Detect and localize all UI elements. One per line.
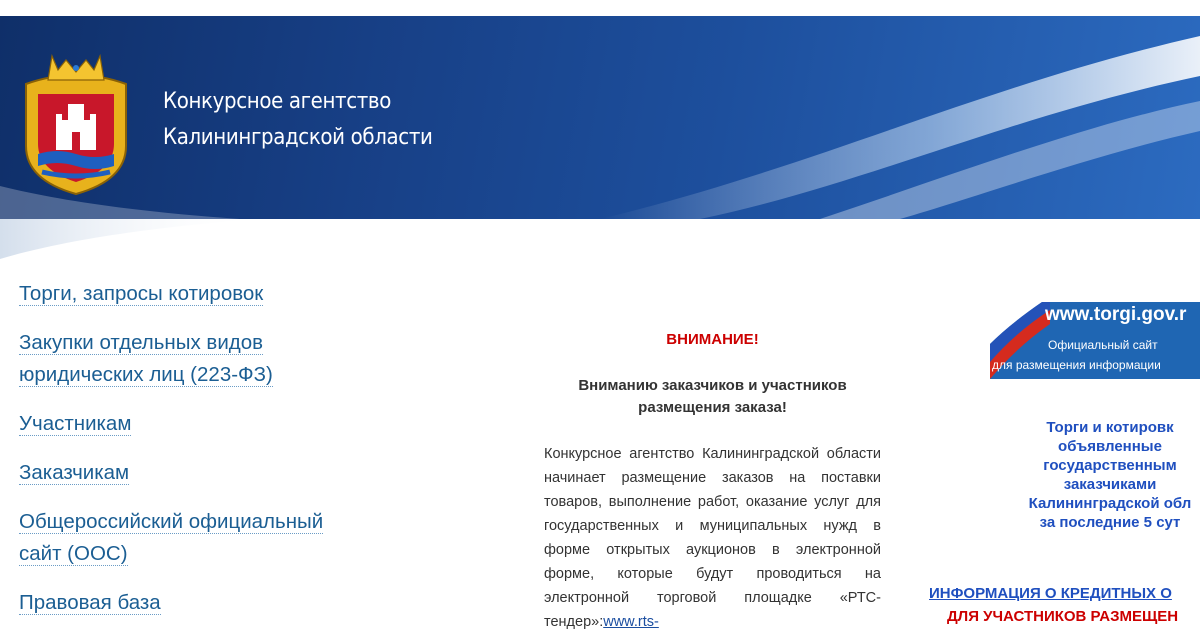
tenders-line-1: Торги и котировк (1046, 419, 1174, 436)
nav-item-223fz-label-line1: Закупки отдельных видов (19, 331, 264, 354)
nav-item-participants[interactable] (19, 408, 379, 440)
rts-tender-link[interactable]: www.rts- (603, 614, 659, 630)
site-title (163, 84, 433, 156)
left-navigation (19, 278, 379, 630)
nav-item-oos[interactable] (19, 506, 379, 570)
nav-item-customers-label: Заказчикам (19, 461, 130, 484)
kaliningrad-coat-of-arms (20, 54, 132, 196)
participants-heading: ДЛЯ УЧАСТНИКОВ РАЗМЕЩЕН (947, 608, 1179, 625)
notice-warning: ВНИМАНИЕ! (666, 331, 759, 348)
nav-item-participants-label: Участникам (19, 412, 132, 435)
notice-heading (544, 375, 881, 419)
nav-item-legal-base[interactable] (19, 587, 379, 619)
tenders-line-3: государственным (1043, 457, 1177, 474)
nav-item-legal-base-label: Правовая база (19, 591, 161, 614)
torgi-gov-banner[interactable] (990, 302, 1200, 379)
credit-info-link[interactable]: ИНФОРМАЦИЯ О КРЕДИТНЫХ О (929, 585, 1172, 602)
notice-heading-line2: размещения заказа! (638, 399, 787, 416)
nav-item-customers[interactable] (19, 457, 379, 489)
recent-tenders-link[interactable] (1005, 418, 1200, 532)
nav-item-oos-label-line2: сайт (ООС) (19, 542, 128, 565)
notice-block (544, 330, 881, 630)
nav-item-oos-label-line1: Общероссийский официальный (19, 510, 324, 533)
site-header (0, 16, 1200, 219)
tenders-line-5: Калининградской обл (1028, 495, 1192, 512)
nav-item-223fz-label-line2: юридических лиц (223-ФЗ) (19, 363, 273, 386)
tenders-line-4: заказчиками (1063, 476, 1157, 493)
tenders-line-2: объявленные (1058, 438, 1162, 455)
header-wave-shadow (0, 219, 260, 259)
site-title-line1: Конкурсное агентство (163, 89, 391, 114)
banner-subtitle-1: Официальный сайт (1048, 338, 1158, 352)
nav-item-tenders-label: Торги, запросы котировок (19, 282, 264, 305)
top-strip (0, 0, 1200, 16)
notice-body (544, 442, 881, 630)
nav-item-223fz[interactable] (19, 327, 379, 391)
banner-subtitle-2: для размещения информации (992, 358, 1161, 372)
notice-body-text: Конкурсное агентство Калининградской области начинает размещение заказов на поставки товаров, выполнение работ, оказание услуг для государственных и муниципальных нужд в форме открытых аукционов в электронной форме, которые будут проводиться на электронной торговой площадке «РТС-тендер»: (544, 446, 881, 630)
notice-heading-line1: Вниманию заказчиков и участников (578, 377, 847, 394)
site-title-line2: Калининградской области (163, 125, 433, 150)
banner-url: www.torgi.gov.r (1045, 304, 1187, 325)
tenders-line-6: за последние 5 сут (1039, 514, 1181, 531)
nav-item-tenders[interactable] (19, 278, 379, 310)
